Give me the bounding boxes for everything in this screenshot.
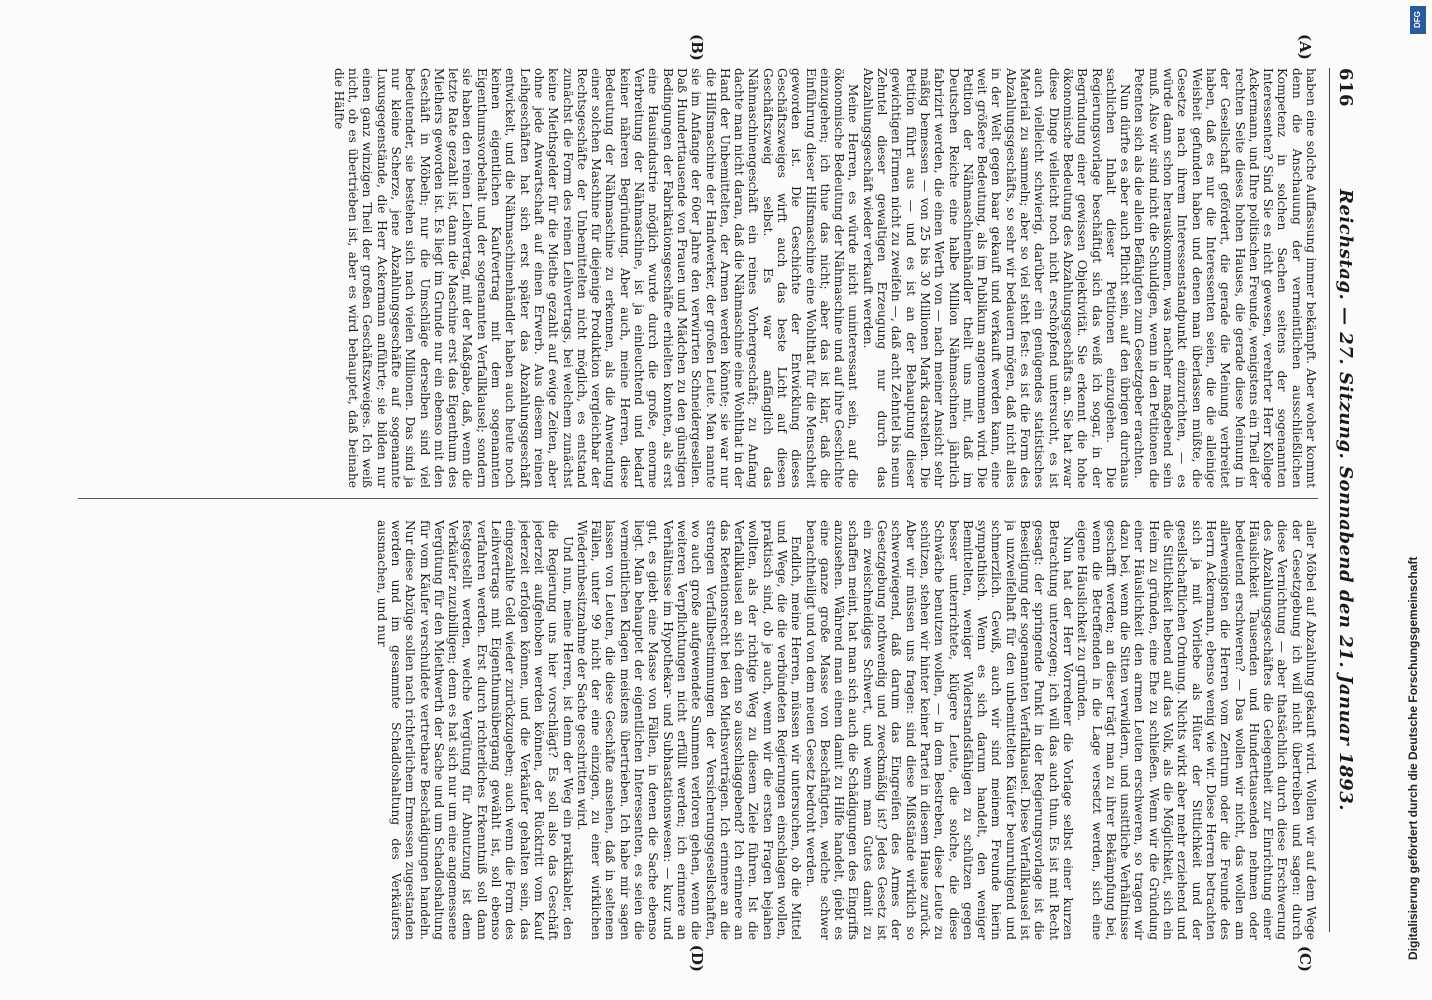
digitization-credit: [1406, 20, 1426, 960]
margin-marker-a: (A): [1296, 34, 1314, 60]
paragraph: aller Möbel auf Abzahlung gekauft wird. Wollen wir auf dem Wege der Gesetzgebung ich will nicht übertreiben und sagen: durch diese Vernichtung — aber thatsächlich durch diese Erschwerung des Abzahlungsgeschäftes die Gelegenheit zur Einrichtung einer Häuslichkeit Tausenden und Hunderttausenden nehmen oder bedeutend erschweren? — Das wollen wir nicht, das wollen am allerwenigsten die Herren vom Zentrum oder die Freunde des Herrn Ackermann, ebenso wenig wie wir. Diese Herren betrachten sich ja mit Vorliebe als Hüter der Sittlichkeit und der gesellschaftlichen Ordnung. Nichts wirkt aber mehr erziehend und die Sittlichkeit hebend auf das Volk, als die Möglichkeit, sich ein Heim zu gründen, eine Ehe zu schließen. Wenn wir die Gründung einer Häuslichkeit den armen Leuten erschweren, so tragen wir dazu bei, wenn die Sitten verwildern, und unsittliche Verhältnisse geschafft werden; an dieser trägt man zu ihrer Bekämpfung bei, wenn die Betreffenden in die Lage versetzt werden, sich eine eigene Häuslichkeit zu gründen.: [1075, 520, 1318, 940]
page-title: Reichstag. — 27. Sitzung. Sonnabend den 21. Januar 1893.: [1335, 189, 1357, 811]
paragraph: Nun dürfte es aber auch Pflicht sein, auf den übrigen durchaus sachlichen Inhalt dieser Petitionen einzugehen. Die Regierungsvorlage beschäftigt sich das weiß ich sogar, in der Begründung einer gewissen Objektivität. Sie erkennt die hohe ökonomische Bedeutung des Abzahlungsgeschäfts an. Sie hat zwar diese Dinge vielleicht noch nicht erschöpfend untersucht, es ist auch vielleicht schwierig, darüber ein genügendes statistisches Material zu sammeln; aber so viel steht fest: es ist die Form des Abzahlungsgeschäfts, so sehr wir bedauern mögen, daß nicht alles in der Welt gegen baar gekauft und verkauft werden kann, eine weit größere Bedeutung, als im Publikum angenommen wird. Die Petition der Nähmaschinenhändler theilt uns mit, daß im Deutschen Reiche eine halbe Million Nähmaschinen jährlich fabrizirt werden, die einen Werth von — nach meiner Ansicht sehr mäßig bemessen — von 25 bis 30 Millionen Mark darstellen. Die Petition führt aus — und es ist an der Behauptung dieser gewichtigen Firmen nicht zu zweifeln —, daß acht Zehntel bis neun Zehntel dieser gewaltigen Erzeugung nur durch das Abzahlungsgeschäft wieder verkauft werden.: [860, 68, 1133, 488]
right-text-column: [78, 520, 1318, 940]
dfg-logo: DFG: [1410, 6, 1426, 34]
margin-marker-b: (B): [688, 34, 706, 61]
margin-marker-d: (D): [688, 944, 706, 972]
paragraph: Meine Herren, es würde nicht uninteressant sein, auf die ökonomische Bedeutung der Nähmaschine und auf ihre Geschichte einzugehen; ich thue das nicht; aber das ist klar, daß die Einführung dieser Hilfsmaschine eine Wohlthat für die Menschheit geworden ist. Die Geschichte der Entwicklung dieses Geschäftszweiges wirft auch das beste Licht auf diesen Geschäftszweig selbst. Es war anfänglich das Nähmaschinengeschäft ein reines Vorhergeschäft; zu Anfang dachte man nicht daran, daß die Nähmaschine eine Wohlthat in der Hand der Unbemittelten, der Armen werden könnte; sie war nur die Hilfsmaschine der Handwerker, der großen Leute. Man nannte sie im Anfange der 60er Jahre den verwirrten Schneidergesellen. Daß Hunderttausende von Frauen und Mädchen zu den günstigen Bedingungen der Fabrikationsgeschäfte erhielten konnten, als erst eine Hausindustrie möglich wurde durch die große, enorme Verbreitung der Nähmaschine, ist ja einleuchtend und bedarf keiner näheren Begründung. Aber auch, meine Herren, diese Bedeutung der Nähmaschine zu erkennen, als die Anwendung einer solchen Maschine für diejenige Produktion vergleichbar der Rechtsgeschäfte der Unbemittelten nicht möglich, es entstand zunächst die Form des reinen Leihvertrags, bei welchem zunächst keine Miethsgelder für die Miethe gezahlt auf ewige Zeiten, aber ohne jede Anwartschaft auf einen Erwerb. Aus diesem reinen Leihgeschäften hat sich erst später das Abzahlungsgeschäft entwickelt, und die Nähmaschinenhändler haben auch heute noch keinen eigentlichen Kaufvertrag mit dem sogenannten Eigenthumsvorbehalt und der sogenannten Verfallklausel; sondern sie haben den reinen Leihvertrag, mit der Maßgabe, daß, wenn die letzte Rate gezahlt ist, dann die Maschine erst das Eigenthum des Miethers geworden ist. Es liegt im Grunde nur ein ebenso mit den Geschäft in Möbeln; nur die Umschläge derselben sind viel bedeutender, sie bestehen sich nach vielen Millionen. Das sind ja nur kleine Scherze, jene Abzahlungsgeschäfte auf sogenannte Luxusgegenstände, die Herr Ackermann anführte; sie bilden nur einen ganz winzigen Theil der großen Geschäftszweiges. Ich weiß nicht, ob es übertrieben ist, aber es wird behauptet, daß beinahe die Hälfte: [331, 68, 861, 488]
paragraph: Und nun, meine Herren, ist denn der Weg ein praktikabler, den die Regierung uns hier vorschlägt? Es soll also das Geschäft jederzeit aufgehoben werden können, der Rücktritt vom Kauf jederzeit erfolgen können, und die Verkäufer gehalten sein, das eingezahlte Geld wieder zurückzugeben; auch wenn die Form des Leihvertrags mit Eigenthumsübergang gewählt ist, soll ebenso verfahren werden. Erst durch richterliches Erkenntniß soll dann festgestellt werden, welche Vergütung für Abnutzung ist dem Verkäufer zuzubilligen; denn es hat sich nur um eine angemessene Vergütung für den Miethwerth der Sache und um Schadloshaltung für vom Käufer verschuldete vertretbare Beschädigungen handeln. Nur diese Abzüge sollen nach richterlichem Ermessen zugestanden werden und im gesammte Schadloshaltung des Verkäufers ausmachen, und nur: [374, 520, 575, 940]
rotated-newspaper-page: [26, 20, 1406, 980]
column-divider: [78, 498, 1318, 499]
margin-marker-c: (C): [1296, 945, 1314, 972]
page-header: [1329, 68, 1362, 932]
credit-text: Digitalisierung gefördert durch die Deutsche Forschungsgemeinschaft: [1406, 556, 1420, 960]
left-text-column: [78, 68, 1318, 488]
paragraph: haben eine solche Auffassung immer bekämpft. Aber woher kommt denn die Anschauung der vermeintlichen ausschließlichen Kompetenz in solchen Sachen seitens der sogenannten Interessenten? Sind Sie es nicht gewesen, verehrter Herr Kollege Ackermann, und Ihre politischen Freunde, wenigstens ein Theil der rechten Seite dieses hohen Hauses, die gerade diese Meinung in der Gesellschaft gefördert, die gerade die Meinung verbreitet haben, daß es nur die Interessenten seien, die die alleinige Weisheit gefunden haben und denen man überlassen müßte, die Gesetze nach ihrem Interessenstandpunkt einzurichten, — es würde dann schon herauskommen, was nachher maßgebend sein muß. Also wir sind nicht die Schuldigen, wenn in den Petitionen die Petenten sich als die allein Befähigten zum Gesetzgeber erachten.: [1132, 68, 1318, 488]
paragraph: Nun hat der Herr Vorredner die Vorlage selbst einer kurzen Betrachtung unterzogen; ich will das auch thun. Es ist mit Recht gesagt: der springende Punkt in der Regierungsvorlage ist die Beseitigung der sogenannten Verfallklausel. Diese Verfallklausel ist ja unzweifelhaft für den unbemittelten Käufer beunruhigend und schmerzlich. Gewiß, auch wir sind meinem Freunde hierin sympathisch. Wenn es sich darum handelt, den weniger Bemittelten, weniger Widerstandsfähigen zu schützen gegen besser unterrichtete, klügere Leute, die solche, die diese Schwäche benutzen wollen, — in dem Bestreben, diese Leute zu schützen, stehen wir hinter keiner Partei in diesem Hause zurück. Aber wir müssen uns fragen: sind diese Mißstände wirklich so schwerwiegend, daß darum das Eingreifen des Armes der Gesetzgebung nothwendig und zweckmäßig ist? Jedes Gesetz ist ein zweischneidiges Schwert, und wenn man Gutes damit zu schaffen meint, hat man sich auch die Schädigungen des Eingriffs anzusehen. Während man einem damit zu Hilfe handelt, giebt es eine ganze große Masse von Beschäftigten, welche schwer benachtheiligt und von dem neuen Gesetz bedroht werden.: [803, 520, 1075, 940]
page-number: 616: [1335, 68, 1357, 108]
paragraph: Endlich, meine Herren, müssen wir untersuchen, ob die Mittel und Wege, die die verbündeten Regierungen einschlagen wollen, praktisch sind, ob je auch, wenn wir die ersten Fragen bejahen wollten, als der richtige Weg zu diesem Ziele führen. Ist die Verfallklausel an sich denn so ausschlaggebend? Ich erinnere an das Retentionsrecht bei den Miethsverträgen. Ich erinnere an die strengen Verfallbestimmungen der Versicherungsgesellschaften, wo auch große aufgewendete Summen verloren gehen, wenn die weiteren Verpflichtungen nicht erfüllt werden; ich erinnere an Verhältnisse im Hypothekar- und Subhastationswesen: — kurz und gut, es giebt eine Masse von Fällen, in denen die Sache ebenso liegt. Man behauptet der eigentlichen Interessenten, es seien die vermeintlichen Klagen meistens übertrieben. Ich habe mir sagen lassen von Leuten, die diese Geschäfte ansehen, daß in seltenen Fällen, unter 99 nicht der eine einzigen, zu einer wirklichen Wiederinbesitznahme der Sache geschritten wird.: [574, 520, 804, 940]
